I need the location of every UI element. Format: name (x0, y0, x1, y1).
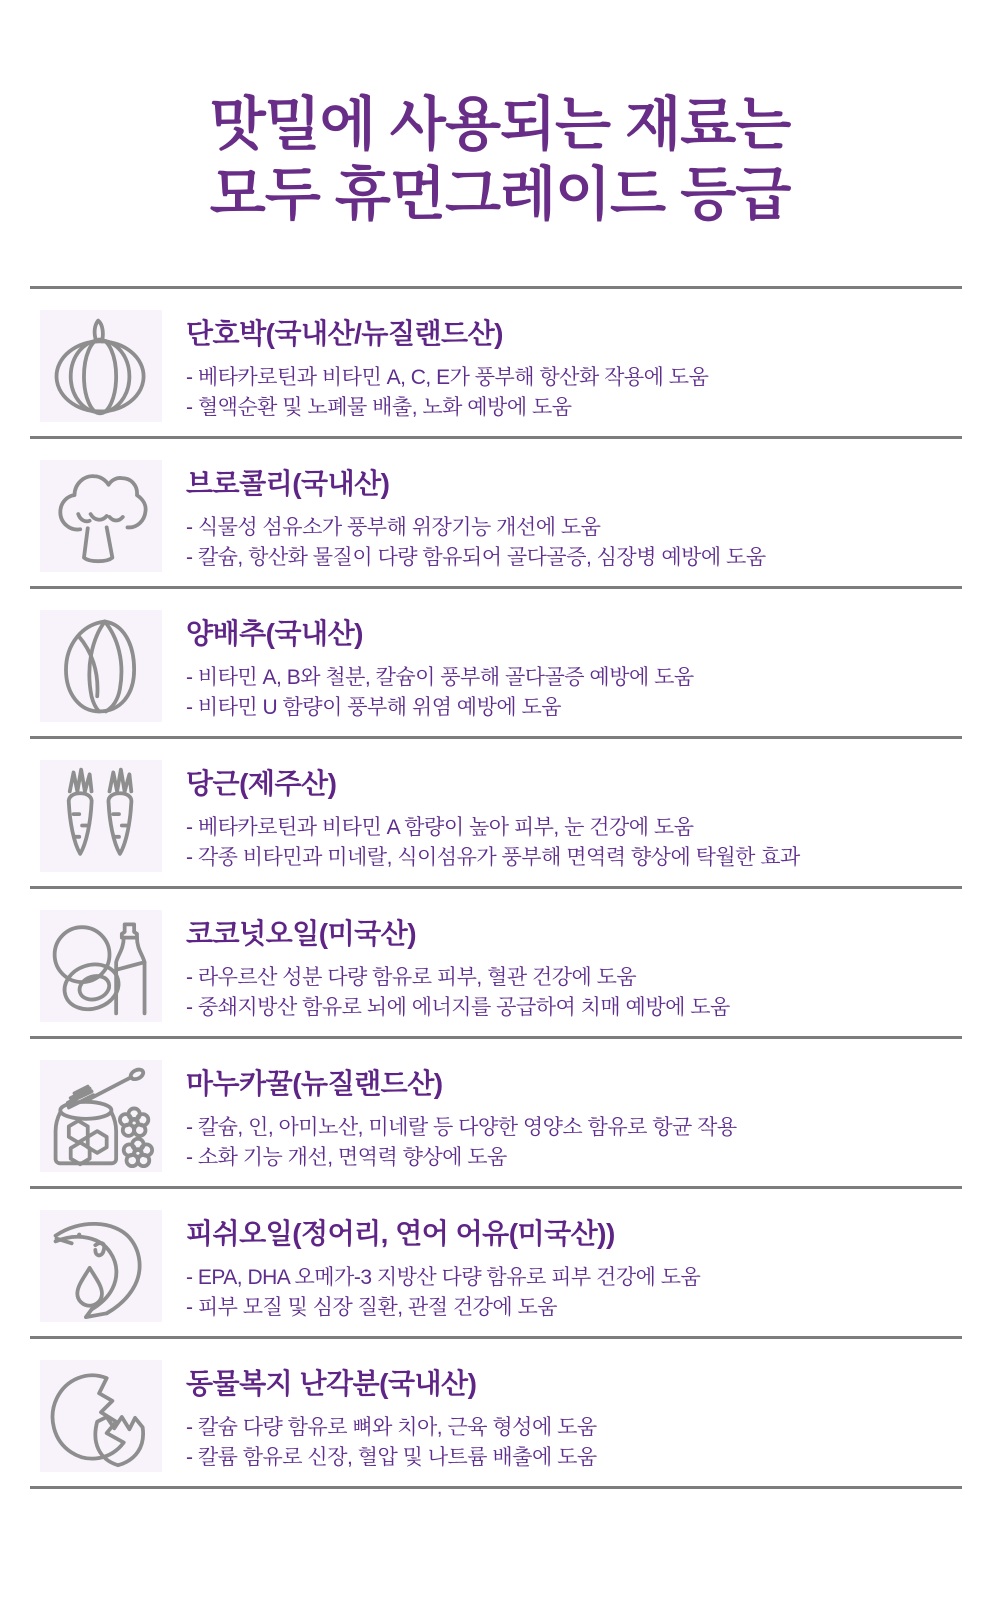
cabbage-icon (44, 613, 158, 719)
ingredient-title: 피쉬오일(정어리, 연어 어유(미국산)) (186, 1218, 615, 1250)
ingredient-bullet: - 혈액순환 및 노폐물 배출, 노화 예방에 도움 (186, 396, 572, 420)
ingredient-icon-box (40, 1210, 162, 1322)
ingredient-bullet: - 칼슘, 인, 아미노산, 미네랄 등 다양한 영양소 함유로 항균 작용 (186, 1116, 737, 1140)
ingredient-bullet: - 피부 모질 및 심장 질환, 관절 건강에 도움 (186, 1296, 558, 1320)
ingredient-icon-box (40, 1060, 162, 1172)
ingredient-section-eggshell (30, 1336, 962, 1486)
ingredient-bullet: - 비타민 U 함량이 풍부해 위염 예방에 도움 (186, 696, 562, 720)
ingredient-bullet: - 중쇄지방산 함유로 뇌에 에너지를 공급하여 치매 예방에 도움 (186, 996, 730, 1020)
ingredient-list (30, 286, 962, 1489)
ingredient-section-manuka-honey (30, 1036, 962, 1186)
ingredient-icon-box (40, 460, 162, 572)
flower-cluster (120, 1109, 148, 1136)
ingredient-content (186, 910, 730, 1023)
eggshell-icon (44, 1363, 158, 1469)
ingredient-content (186, 610, 694, 723)
ingredient-content (186, 1210, 700, 1323)
page-title (0, 0, 1000, 229)
ingredient-bullet: - 칼슘, 항산화 물질이 다량 함유되어 골다골증, 심장병 예방에 도움 (186, 546, 766, 570)
ingredient-section-coconut-oil (30, 886, 962, 1036)
ingredient-title: 동물복지 난각분(국내산) (186, 1368, 477, 1400)
ingredient-bullet: - 소화 기능 개선, 면역력 향상에 도움 (186, 1146, 507, 1170)
ingredient-icon-box (40, 1360, 162, 1472)
ingredient-bullet: - 비타민 A, B와 철분, 칼슘이 풍부해 골다골증 예방에 도움 (186, 666, 694, 690)
ingredient-title: 단호박(국내산/뉴질랜드산) (186, 318, 503, 350)
ingredient-title: 양배추(국내산) (186, 618, 363, 650)
ingredient-bullet: - 식물성 섬유소가 풍부해 위장기능 개선에 도움 (186, 516, 601, 540)
ingredient-title: 코코넛오일(미국산) (186, 918, 417, 950)
ingredient-icon-box (40, 760, 162, 872)
ingredient-icon-box (40, 610, 162, 722)
ingredient-bullet: - 칼슘 다량 함유로 뼈와 치아, 근육 형성에 도움 (186, 1416, 597, 1440)
ingredient-bullet: - 각종 비타민과 미네랄, 식이섬유가 풍부해 면역력 향상에 탁월한 효과 (186, 846, 800, 870)
ingredient-content (186, 1060, 737, 1173)
ingredient-bullet: - 라우르산 성분 다량 함유로 피부, 혈관 건강에 도움 (186, 966, 637, 990)
ingredient-bullet: - EPA, DHA 오메가-3 지방산 다량 함유로 피부 건강에 도움 (186, 1266, 701, 1290)
ingredient-title: 브로콜리(국내산) (186, 468, 390, 500)
ingredient-section-broccoli (30, 436, 962, 586)
ingredient-content (186, 1360, 597, 1473)
ingredient-title: 마누카꿀(뉴질랜드산) (186, 1068, 443, 1100)
ingredient-icon-box (40, 310, 162, 422)
ingredient-bullet: - 베타카로틴과 비타민 A 함량이 높아 피부, 눈 건강에 도움 (186, 816, 694, 840)
ingredient-section-carrot (30, 736, 962, 886)
coconut-oil-icon (44, 913, 158, 1019)
ingredient-content (186, 310, 708, 423)
ingredient-content (186, 760, 800, 873)
flower-cluster (124, 1139, 152, 1166)
ingredient-bullet: - 베타카로틴과 비타민 A, C, E가 풍부해 항산화 작용에 도움 (186, 366, 709, 390)
ingredient-section-cabbage (30, 586, 962, 736)
manuka-honey-icon (44, 1063, 158, 1169)
ingredient-title: 당근(제주산) (186, 768, 337, 800)
page-title-line2: 모두 휴먼그레이드 등급 (209, 161, 791, 227)
ingredient-bullet: - 칼륨 함유로 신장, 혈압 및 나트륨 배출에 도움 (186, 1446, 597, 1470)
carrot-icon (44, 763, 158, 869)
broccoli-icon (44, 463, 158, 569)
ingredient-icon-box (40, 910, 162, 1022)
ingredient-section-fish-oil (30, 1186, 962, 1336)
pumpkin-icon (44, 313, 158, 419)
ingredient-section-pumpkin (30, 286, 962, 436)
ingredient-content (186, 460, 766, 573)
page-title-line1: 맛밀에 사용되는 재료는 (209, 92, 791, 157)
fish-oil-icon (44, 1213, 158, 1319)
